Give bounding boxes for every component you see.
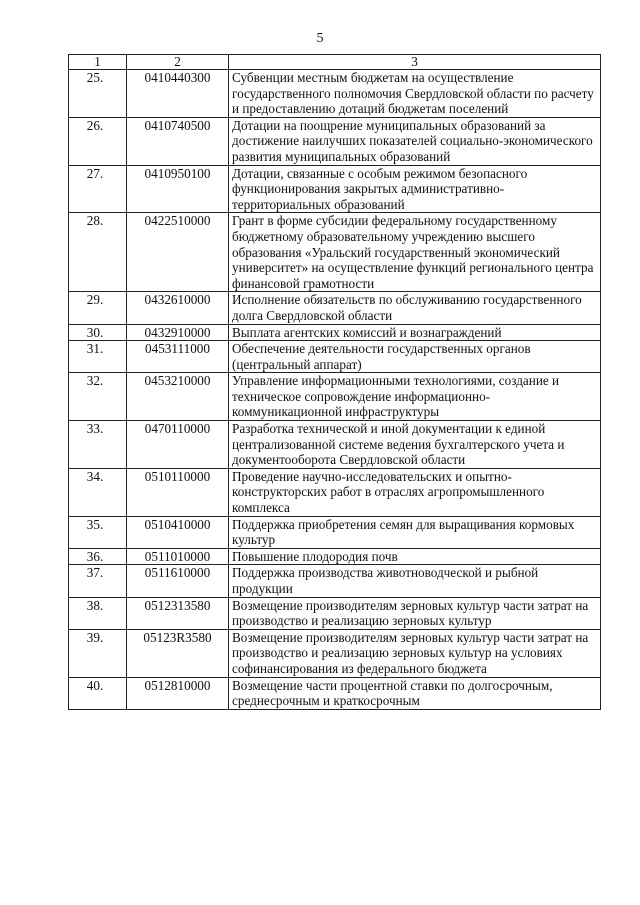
description-cell: Дотации, связанные с особым режимом безопасного функционирования закрытых административно-территориальных образований: [229, 165, 601, 213]
row-number-cell: 30.: [69, 324, 127, 341]
table-row: [69, 548, 601, 565]
row-number-cell: 40.: [69, 677, 127, 709]
budget-code-cell: 0511610000: [127, 565, 229, 597]
description-cell: Поддержка приобретения семян для выращивания кормовых культур: [229, 516, 601, 548]
table-row: [69, 597, 601, 629]
description-cell: Разработка технической и иной документации к единой централизованной системе ведения бухгалтерского учета и документооборота Свердловской области: [229, 421, 601, 469]
budget-code-cell: 0512313580: [127, 597, 229, 629]
description-cell: Возмещение производителям зерновых культур части затрат на производство и реализацию зерновых культур на условиях софинансирования из федерального бюджета: [229, 629, 601, 677]
description-cell: Выплата агентских комиссий и вознаграждений: [229, 324, 601, 341]
budget-code-cell: 0422510000: [127, 213, 229, 292]
budget-code-cell: 0410740500: [127, 117, 229, 165]
table-row: [69, 629, 601, 677]
page-number: 5: [316, 31, 324, 46]
budget-code-cell: 05123R3580: [127, 629, 229, 677]
description-cell: Субвенции местным бюджетам на осуществление государственного полномочия Свердловской области по расчету и предоставлению дотаций бюджетам поселений: [229, 70, 601, 118]
description-cell: Грант в форме субсидии федеральному государственному бюджетному образовательному учреждению высшего образования «Уральский государственный экономический университет» на осуществление функций регионального центра финансовой грамотности: [229, 213, 601, 292]
row-number-cell: 39.: [69, 629, 127, 677]
row-number-cell: 28.: [69, 213, 127, 292]
codes-table: [68, 54, 601, 710]
description-cell: Дотации на поощрение муниципальных образований за достижение наилучших показателей социально-экономического развития муниципальных образований: [229, 117, 601, 165]
description-cell: Возмещение части процентной ставки по долгосрочным, среднесрочным и краткосрочным: [229, 677, 601, 709]
row-number-cell: 33.: [69, 421, 127, 469]
budget-code-cell: 0512810000: [127, 677, 229, 709]
description-cell: Поддержка производства животноводческой и рыбной продукции: [229, 565, 601, 597]
budget-code-cell: 0470110000: [127, 421, 229, 469]
description-cell: Исполнение обязательств по обслуживанию государственного долга Свердловской области: [229, 292, 601, 324]
budget-code-cell: 0453210000: [127, 373, 229, 421]
description-cell: Возмещение производителям зерновых культур части затрат на производство и реализацию зерновых культур: [229, 597, 601, 629]
table-row: [69, 117, 601, 165]
table-row: [69, 324, 601, 341]
table-row: [69, 70, 601, 118]
budget-code-cell: 0432610000: [127, 292, 229, 324]
table-row: [69, 677, 601, 709]
budget-code-cell: 0511010000: [127, 548, 229, 565]
row-number-cell: 36.: [69, 548, 127, 565]
table-row: [69, 516, 601, 548]
row-number-cell: 31.: [69, 341, 127, 373]
budget-code-cell: 0410950100: [127, 165, 229, 213]
table-row: [69, 341, 601, 373]
budget-code-cell: 0510110000: [127, 468, 229, 516]
description-cell: Повышение плодородия почв: [229, 548, 601, 565]
table-row: [69, 373, 601, 421]
table-header-row: [69, 55, 601, 70]
column-header-1: 1: [69, 55, 127, 70]
budget-code-cell: 0453111000: [127, 341, 229, 373]
table-row: [69, 213, 601, 292]
column-header-3: 3: [229, 55, 601, 70]
table-row: [69, 165, 601, 213]
row-number-cell: 25.: [69, 70, 127, 118]
budget-code-cell: 0432910000: [127, 324, 229, 341]
column-header-2: 2: [127, 55, 229, 70]
row-number-cell: 32.: [69, 373, 127, 421]
table-row: [69, 292, 601, 324]
row-number-cell: 27.: [69, 165, 127, 213]
table-row: [69, 565, 601, 597]
row-number-cell: 26.: [69, 117, 127, 165]
row-number-cell: 38.: [69, 597, 127, 629]
table-row: [69, 421, 601, 469]
row-number-cell: 29.: [69, 292, 127, 324]
row-number-cell: 37.: [69, 565, 127, 597]
description-cell: Обеспечение деятельности государственных органов (центральный аппарат): [229, 341, 601, 373]
row-number-cell: 34.: [69, 468, 127, 516]
description-cell: Проведение научно-исследовательских и опытно-конструкторских работ в отраслях агропромышленного комплекса: [229, 468, 601, 516]
budget-code-cell: 0410440300: [127, 70, 229, 118]
budget-code-cell: 0510410000: [127, 516, 229, 548]
table-body: [69, 70, 601, 710]
row-number-cell: 35.: [69, 516, 127, 548]
description-cell: Управление информационными технологиями, создание и техническое сопровождение информационно-коммуникационной инфраструктуры: [229, 373, 601, 421]
table-row: [69, 468, 601, 516]
